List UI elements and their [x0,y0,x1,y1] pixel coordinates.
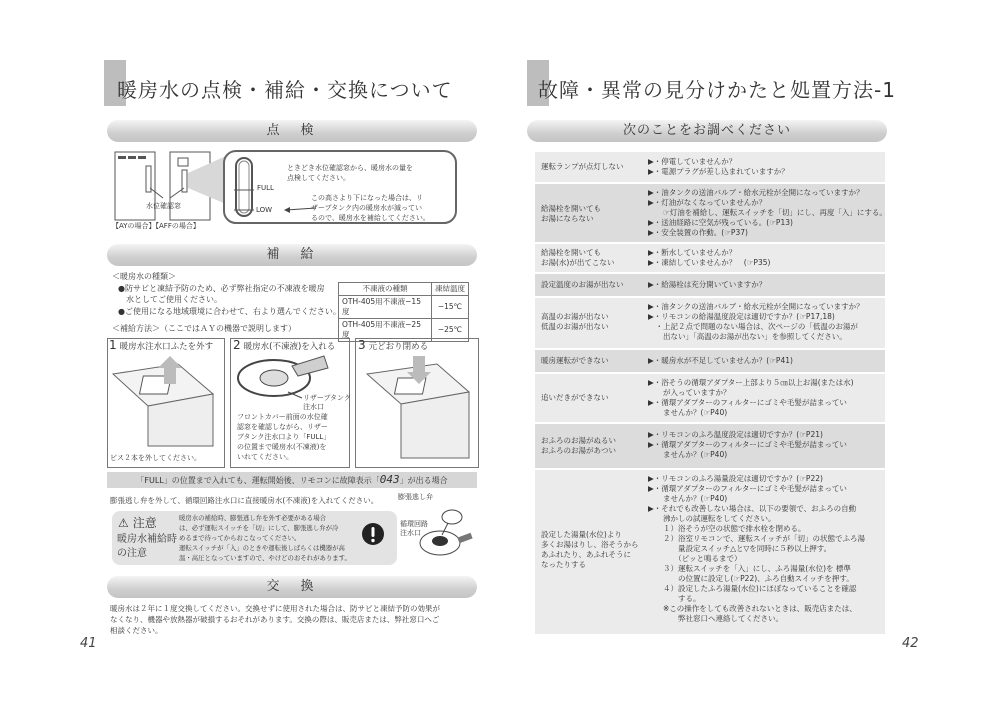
page-number-right: 42 [902,636,919,651]
table-row [535,274,885,296]
left-page-title: 暖房水の点検・補給・交換について [117,78,453,102]
step-2-note-1: フロントカバー前面の水位確 [237,413,328,421]
valve-label: 膨張逃し弁 [398,493,433,501]
step-2-label: 暖房水(不凍液)を入れる [243,342,336,352]
caution-line: 温・高圧となっていますので、やけどのおそれがあります。 [179,554,351,562]
checks: ▶・油タンクの送油バルブ・給水元栓が全開になっていますか？ ▶・灯油がなくなっていませんか？ ☞灯油を補給し、運転スイッチを「切」にし、再度「入」にする。 ▶・送油経路に空気が残っている。(☞P13) ▶・安全装置の作動。(☞P37) [648,188,887,237]
step-3-illustration [357,354,475,462]
table-row [535,350,885,372]
step-2-note-5: いれてください。 [237,453,293,461]
table-head-temp: 凍結温度 [432,283,469,296]
table-row [535,374,885,422]
caution-title: 注意 [132,516,157,530]
caution-line: は、必ず運転スイッチを「切」にして、膨張逃し弁が冷 [179,524,339,532]
symptom: 設定温度のお湯が出ない [541,280,624,289]
window-label: 水位確認窓 [146,202,181,210]
replace-text [110,603,440,636]
valve-illustration [418,503,478,563]
types-line-2: 水としてご使用ください。 [126,295,222,304]
error-bar [107,472,477,488]
step-1-head [109,338,213,352]
caution-text [179,513,351,563]
antifreeze-table [338,282,469,342]
caution-line: 暖房水の補給時、膨張逃し弁を外す必要がある場合 [179,514,326,522]
method-title: ＜補給方法＞（ここではＡＹの機器で説明します） [112,324,296,333]
step-2-note-4: の位置まで暖房水(不凍液)を [237,443,327,451]
step-3-label: 元どおり閉める [368,342,429,352]
inspect-callout-3: この高さより下になった場合は、リ [311,194,423,202]
case-label: 【AYの場合】【AFFの場合】 [112,222,200,230]
symptom: 給湯栓を開いても お湯にならない [541,204,601,223]
step-1-illustration [108,354,222,449]
inspect-callout-4: ザーブタンク内の暖房水が減ってい [311,204,423,212]
right-page-title: 故障・異常の見分けかたと処置方法-1 [538,78,896,102]
error-code: 043 [379,473,400,486]
reserve-label-2: 注水口 [303,403,324,411]
caution-header [118,515,157,531]
checks: ▶・給湯栓は充分開いていますか？ [648,280,767,289]
checks: ▶・油タンクの送油バルブ・給水元栓が全開になっていますか？ ▶・リモコンの給湯温度設定は適切ですか？(☞P17,18) ・上記２点で問題のない場合は、次ページの「低温のお湯が 出ない」「高温のお湯が出ない」を参照してください。 [648,302,864,341]
circuit-label-1: 循環回路 [400,520,428,528]
caution-line: めるまで待ってからおこなってください。 [179,534,301,542]
symptom: 高温のお湯が出ない 低温のお湯が出ない [541,312,609,331]
symptom: 給湯栓を開いても お湯(水)が出てこない [541,248,615,267]
warning-triangle-icon: ⚠ [118,516,129,530]
step-2-note-3: ブタンク注水口より「FULL」 [237,433,331,441]
replace-line: 暖房水は２年に１度交換してください。交換せずに使用された場合は、防サビと凍結予防の効果が [110,604,440,613]
table-cell: OTH-405用不凍液−25度 [339,319,432,342]
page-number-left: 41 [80,636,97,651]
table-cell: −25℃ [432,319,469,342]
table-row [535,298,885,348]
types-line-1: ●防サビと凍結予防のため、必ず弊社指定の不凍液を暖房 [118,284,325,293]
caution-line: 運転スイッチが「入」のときや運転後しばらくは機器が高 [179,544,345,552]
check-band: 次のことをお調べください [527,120,887,142]
checks: ▶・断水していませんか？ ▶・凍結していませんか？ (☞P35) [648,248,771,267]
symptom: 暖房運転ができない [541,356,609,365]
table-head-type: 不凍液の種類 [339,283,432,296]
types-title: ＜暖房水の種類＞ [112,272,176,281]
step-1-label: 暖房水注水口ふたを外す [119,342,214,352]
replace-heading: 交 換 [107,576,477,598]
table-row [535,152,885,182]
step-3-head [358,338,428,352]
error-instruction: 膨張逃し弁を外して、循環回路注水口に直接暖房水(不凍液)を入れてください。 [110,496,379,505]
low-label: LOW [256,206,273,214]
inspect-callout-2: 点検してください。 [287,174,350,182]
symptom: 運転ランプが点灯しない [541,162,624,171]
step-1-num: 1 [109,338,117,352]
step-3-num: 3 [358,338,366,352]
caution-sub-1: 暖房水補給時 [117,534,177,545]
caution-sub-2: の注意 [117,548,147,559]
reserve-label-1: リザーブタンク [303,394,351,402]
types-line-3: ●ご使用になる地域環境に合わせて、右より選んでください。 [118,307,341,316]
step-2-num: 2 [233,338,241,352]
table-row [535,244,885,272]
step-2-note-2: 認窓を確認しながら、リザー [237,423,328,431]
replace-line: なくなり、機器や放熱器が破損するおそれがあります。交換の際は、販売店または、弊社窓口へご [110,615,440,624]
symptom: おふろのお湯がぬるい おふろのお湯があつい [541,436,616,455]
step-2-head [233,338,335,352]
checks: ▶・停電していませんか？ ▶・電源プラグが差し込まれていますか？ [648,157,789,176]
table-row [535,424,885,468]
table-row [535,470,885,634]
checks: ▶・浴そうの循環アダプター上部より５㎝以上お湯(または水) が入っていますか？ ▶・循環アダプターのフィルターにゴミや毛髪が詰まってい ませんか？(☞P40) [648,378,854,417]
inspect-callout-5: るので、暖房水を補給してください。 [311,214,430,222]
inspect-callout-1: ときどき水位確認窓から、暖房水の量を [287,164,413,172]
error-bar-pre: 「FULL」の位置まで入れても、運転開始後、リモコンに故障表示「 [136,476,380,485]
full-label: FULL [257,184,274,192]
exclamation-icon [361,522,385,546]
checks: ▶・暖房水が不足していませんか？(☞P41) [648,356,793,365]
circuit-label-2: 注水口 [400,529,421,537]
symptom: 設定した湯量(水位)より 多くお湯はりし、浴そうから あふれたり、あふれそうに なったりする [541,530,639,569]
table-row [535,184,885,242]
error-bar-post: 」が出る場合 [399,476,448,485]
replace-line: 相談ください。 [110,626,163,635]
supply-heading: 補 給 [107,244,477,266]
step-1-note: ビス２本を外してください。 [110,454,201,462]
table-cell: −15℃ [432,296,469,319]
checks: ▶・リモコンのふろ温度設定は適切ですか？(☞P21) ▶・循環アダプターのフィルターにゴミや毛髪が詰まってい ませんか？(☞P40) [648,430,847,459]
table-cell: OTH-405用不凍液−15度 [339,296,432,319]
inspect-heading: 点 検 [107,120,477,142]
checks: ▶・リモコンのふろ湯量設定は適切ですか？(☞P22) ▶・循環アダプターのフィルターにゴミや毛髪が詰まってい ませんか？(☞P40) ▶・それでも改善しない場合は、以下の要領で、おふろの自動 沸かしの試運転をしてください。 １）浴そうが空の状態で排水栓を閉める。 ２）浴室リモコンで、運転スイッチが「切」の状態でふろ湯 量設定スイッチ△と▽を同時に５秒以上押す。 （ピッと鳴るまで） ３）運転スイッチを「入」にし、ふろ湯量(水位)を 標準 の位置に設定し(☞P22)、ふろ自動スイッチを押す。 ４）設定したふろ湯量(水位)にほぼなっていることを確認 する。 ※この操作をしても改善されないときは、販売店または、 弊社窓口へ連絡してください。 [648,474,866,623]
symptom: 追いだきができない [541,393,609,402]
